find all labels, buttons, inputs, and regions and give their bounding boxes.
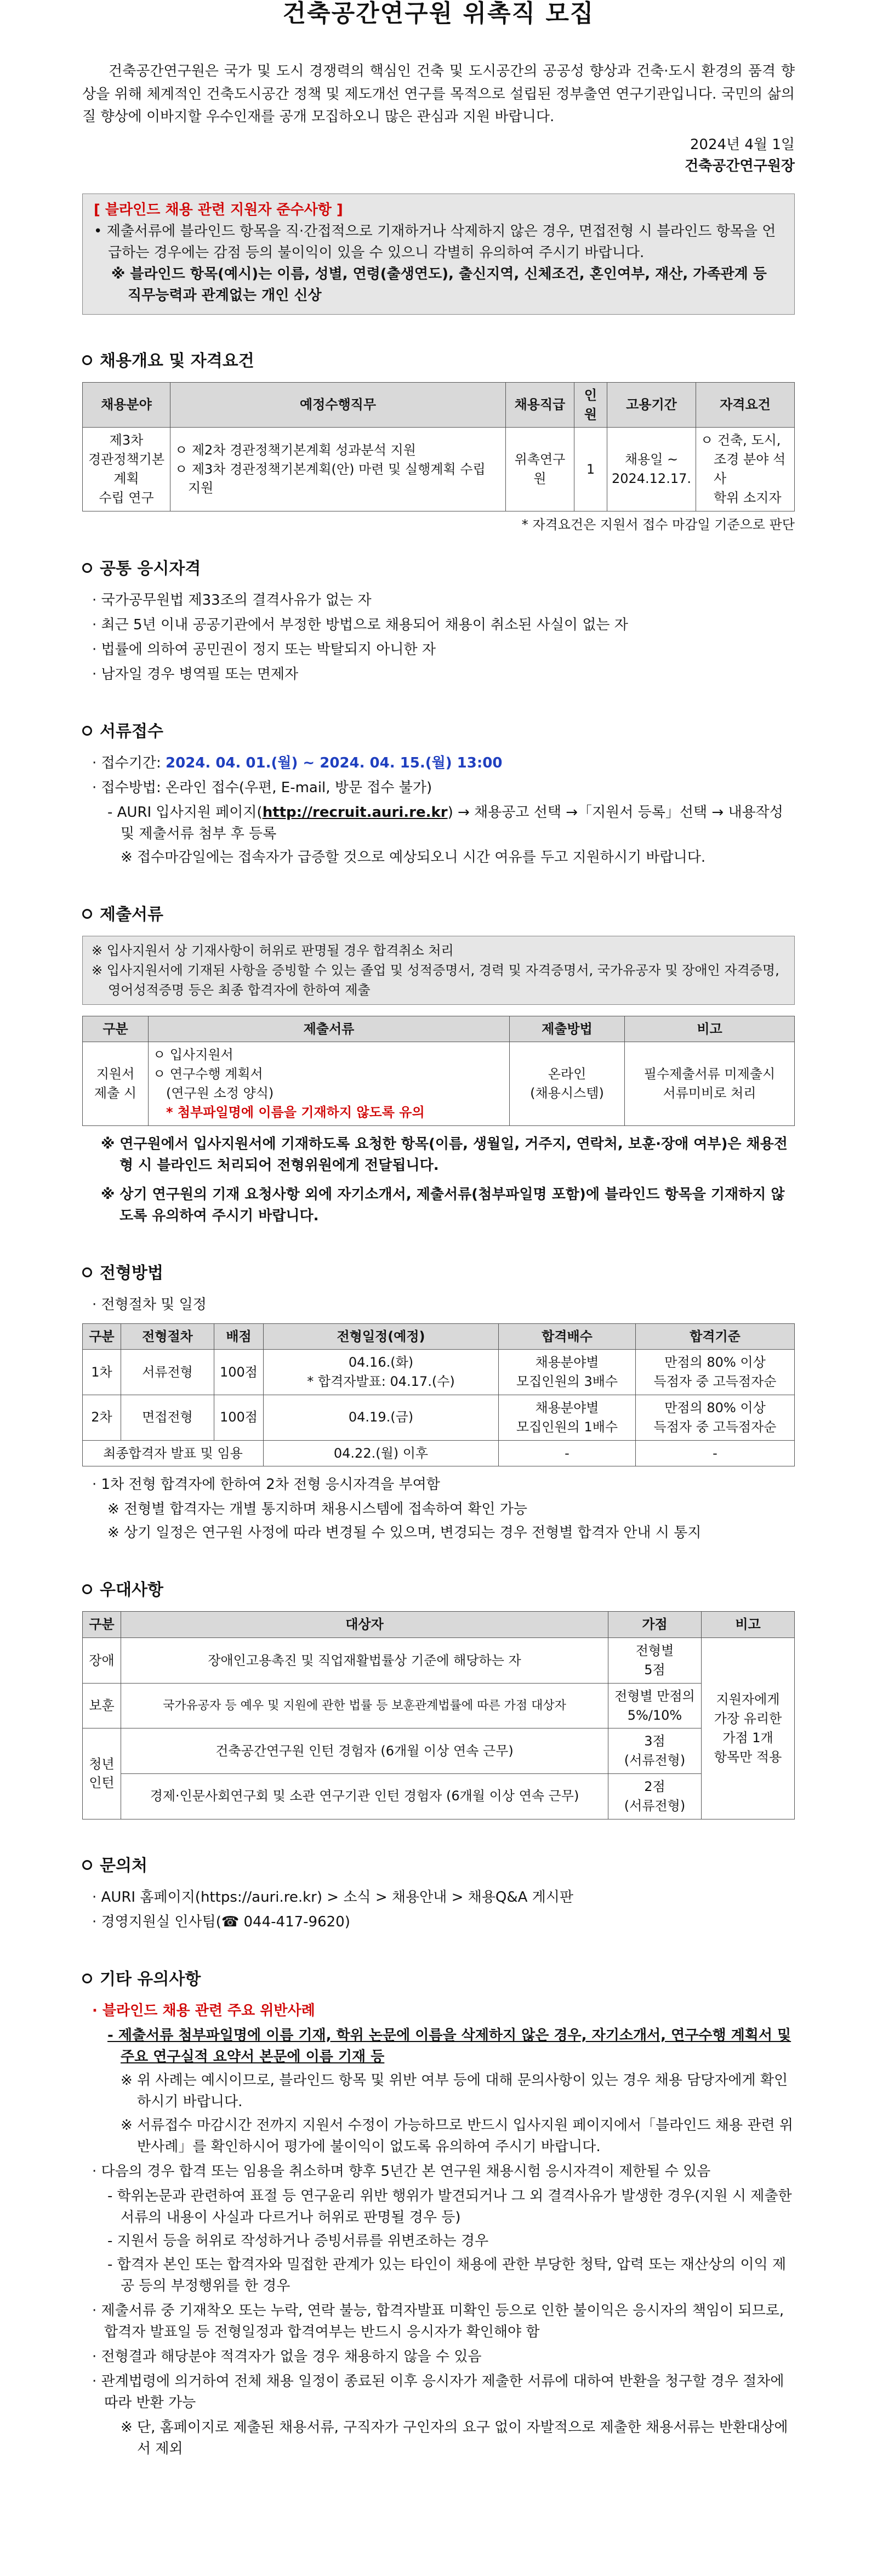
table-row: 2차 면접전형 100점 04.19.(금) 채용분야별 모집인원의 1배수 만점의 80% 이상 득점자 중 고득점자순 <box>83 1395 795 1440</box>
process-sub: · 전형절차 및 일정 <box>92 1296 207 1313</box>
table-header: 구분 <box>83 1016 149 1042</box>
etc-items <box>82 2161 795 2460</box>
receipt-period: · 접수기간: 2024. 04. 01.(월) ~ 2024. 04. 15.(월) 13:00 <box>92 754 503 771</box>
list-item: - 학위논문과 관련하여 표절 등 연구윤리 위반 행위가 발견되거나 그 외 결격사유가 발생한 경우(지원 시 제출한 서류의 내용이 사실과 다르거나 허위로 판명될 경우 등) <box>107 2187 792 2226</box>
blind-notice-title: [ 블라인드 채용 관련 지원자 준수사항 ] <box>94 201 343 218</box>
contact-homepage[interactable]: · AURI 홈페이지(https://auri.re.kr) > 소식 > 채용안내 > 채용Q&A 게시판 <box>92 1889 574 1906</box>
receipt-steps: - AURI 입사지원 페이지(http://recruit.auri.re.kr) → 채용공고 선택 →「지원서 등록」선택 → 내용작성 및 제출서류 첨부 후 등록 <box>107 804 783 842</box>
section-contact: 문의처 <box>82 1853 795 1878</box>
table-row: 경제·인문사회연구회 및 소관 연구기관 인턴 경험자 (6개월 이상 연속 근무) 2점 (서류전형) <box>83 1773 795 1819</box>
table-header: 가점 <box>608 1612 702 1638</box>
table-header: 제출서류 <box>149 1016 510 1042</box>
recruit-link[interactable]: http://recruit.auri.re.kr <box>262 804 448 821</box>
documents-table <box>82 1016 795 1126</box>
table-header: 인원 <box>574 382 607 428</box>
list-item: ※ 단, 홈페이지로 제출된 채용서류, 구직자가 구인자의 요구 없이 자발적으로 제출한 채용서류는 반환대상에서 제외 <box>121 2419 788 2457</box>
table-row: 청년 인턴 건축공간연구원 인턴 경험자 (6개월 이상 연속 근무) 3점 (서류전형) <box>83 1728 795 1774</box>
table-header: 채용분야 <box>83 382 170 428</box>
documents-notice-box <box>82 936 795 1005</box>
issuer: 건축공간연구원장 <box>685 157 795 174</box>
blind-notice-box <box>82 194 795 315</box>
table-header: 대상자 <box>121 1612 608 1638</box>
documents-method: 온라인 (채용시스템) <box>510 1042 625 1125</box>
rank-cell: 위촉연구원 <box>505 428 574 511</box>
section-bullet-icon <box>82 563 92 573</box>
section-bullet-icon <box>82 1584 92 1594</box>
documents-notice-line: ※ 입사지원서 상 기재사항이 허위로 판명될 경우 합격취소 처리 <box>92 942 454 958</box>
table-header: 고용기간 <box>607 382 696 428</box>
documents-warning: ※ 연구원에서 입사지원서에 기재하도록 요청한 항목(이름, 생월일, 거주지, 연락처, 보훈·장애 여부)은 채용전형 시 블라인드 처리되어 전형위원에게 전달됩니다. <box>101 1135 788 1174</box>
section-bullet-icon <box>82 1974 92 1983</box>
list-item: · 법률에 의하여 공민권이 정지 또는 박탈되지 아니한 자 <box>92 641 436 658</box>
table-header: 구분 <box>83 1612 121 1638</box>
section-documents: 제출서류 <box>82 902 795 927</box>
documents-items: ㅇ 입사지원서 ㅇ 연구수행 계획서 (연구원 소정 양식) * 첨부파일명에 이름을 기재하지 않도록 유의 <box>149 1042 510 1125</box>
section-common: 공통 응시자격 <box>82 556 795 581</box>
notice-date: 2024년 4월 1일 <box>690 136 795 153</box>
list-item: - 합격자 본인 또는 합격자와 밀접한 관계가 있는 타인이 채용에 관한 부당한 청탁, 압력 또는 재산상의 이익 제공 등의 부정행위를 한 경우 <box>107 2256 787 2294</box>
section-process: 전형방법 <box>82 1261 795 1286</box>
page-title: 건축공간연구원 위촉직 모집 <box>282 0 595 27</box>
table-row: 장애 장애인고용촉진 및 직업재활법률상 기준에 해당하는 자 전형별 5점 지원자에게 가장 유리한 가점 1개 항목만 적용 <box>83 1638 795 1684</box>
list-item: · 최근 5년 이내 공공기관에서 부정한 방법으로 채용되어 채용이 취소된 사실이 없는 자 <box>92 616 628 633</box>
list-item: · 남자일 경우 병역필 또는 면제자 <box>92 666 299 683</box>
etc-violation-examples: - 제출서류 첨부파일명에 이름 기재, 학위 논문에 이름을 삭제하지 않은 경우, 자기소개서, 연구수행 계획서 및 주요 연구실적 요약서 본문에 이름 기재 등 <box>107 2027 791 2065</box>
table-header: 비고 <box>702 1612 795 1638</box>
list-item: · 관계법령에 의거하여 전체 채용 일정이 종료된 이후 응시자가 제출한 서류에 대하여 반환을 청구할 경우 절차에 따라 반환 가능 <box>92 2373 784 2411</box>
table-header: 비고 <box>625 1016 795 1042</box>
process-note: ※ 전형별 합격자는 개별 통지하며 채용시스템에 접속하여 확인 가능 <box>107 1501 528 1518</box>
process-note: ※ 상기 일정은 연구원 사정에 따라 변경될 수 있으며, 변경되는 경우 전형별 합격자 안내 시 통지 <box>107 1525 702 1542</box>
period-cell: 채용일 ~ 2024.12.17. <box>607 428 696 511</box>
receipt-method: · 접수방법: 온라인 접수(우편, E-mail, 방문 접수 불가) <box>92 779 432 796</box>
count-cell: 1 <box>574 428 607 511</box>
duties-cell: ㅇ 제2차 경관정책기본계획 성과분석 지원 ㅇ 제3차 경관정책기본계획(안) 마련 및 실행계획 수립 지원 <box>170 428 506 511</box>
preference-table <box>82 1611 795 1819</box>
table-header: 배점 <box>214 1323 264 1350</box>
section-bullet-icon <box>82 1860 92 1870</box>
documents-remark: 필수제출서류 미제출시 서류미비로 처리 <box>625 1042 795 1125</box>
table-header: 합격배수 <box>499 1323 636 1350</box>
table-header: 합격기준 <box>636 1323 795 1350</box>
list-item: · 제출서류 중 기재착오 또는 누락, 연락 불능, 합격자발표 미확인 등으로 인한 불이익은 응시자의 책임이 되므로, 합격자 발표일 등 전형일정과 합격여부는 반드시 응시자가 확인해야 함 <box>92 2302 784 2340</box>
field-cell: 제3차 경관정책기본계획 수립 연구 <box>83 428 170 511</box>
list-item: - 지원서 등을 허위로 작성하거나 증빙서류를 위변조하는 경우 <box>107 2232 489 2249</box>
etc-note: ※ 서류접수 마감시간 전까지 지원서 수정이 가능하므로 반드시 입사지원 페이지에서「블라인드 채용 관련 위반사례」를 확인하시어 평가에 불이익이 없도록 유의하여 주시기 바랍니다. <box>121 2117 793 2155</box>
table-row: 최종합격자 발표 및 임용 04.22.(월) 이후 - - <box>83 1440 795 1466</box>
table-header: 예정수행직무 <box>170 382 506 428</box>
table-header: 전형절차 <box>121 1323 214 1350</box>
section-preference: 우대사항 <box>82 1578 795 1602</box>
overview-note: * 자격요건은 지원서 접수 마감일 기준으로 판단 <box>521 516 795 532</box>
table-row: 1차 서류전형 100점 04.16.(화) * 합격자발표: 04.17.(수) 채용분야별 모집인원의 3배수 만점의 80% 이상 득점자 중 고득점자순 <box>83 1350 795 1395</box>
intro-paragraph: 건축공간연구원은 국가 및 도시 경쟁력의 핵심인 건축 및 도시공간의 공공성 향상과 건축·도시 환경의 품격 향상을 위해 체계적인 건축도시공간 정책 및 제도개선 연구를 목적으로 설립된 정부출연 연구기관입니다. 국민의 삶의 질 향상에 이바지할 우수인재를 공개 모집하오니 많은 관심과 지원 바랍니다. <box>82 63 795 126</box>
table-header: 채용직급 <box>505 382 574 428</box>
table-header: 자격요건 <box>696 382 795 428</box>
list-item: · 다음의 경우 합격 또는 임용을 취소하며 향후 5년간 본 연구원 채용시험 응시자격이 제한될 수 있음 <box>92 2163 711 2180</box>
blind-notice-note: ※ 블라인드 항목(예시)는 이름, 성별, 연령(출생연도), 출신지역, 신체조건, 혼인여부, 재산, 가족관계 등 직무능력과 관계없는 개인 신상 <box>111 265 767 304</box>
preference-remark: 지원자에게 가장 유리한 가점 1개 항목만 적용 <box>702 1638 795 1819</box>
section-bullet-icon <box>82 1267 92 1277</box>
documents-notice-line: ※ 입사지원서에 기재된 사항을 증빙할 수 있는 졸업 및 성적증명서, 경력 및 자격증명서, 국가유공자 및 장애인 자격증명, 영어성적증명 등은 최종 합격자에 한하여 제출 <box>92 962 779 998</box>
process-note: · 1차 전형 합격자에 한하여 2차 전형 응시자격을 부여함 <box>92 1476 440 1493</box>
process-table <box>82 1323 795 1467</box>
table-header: 제출방법 <box>510 1016 625 1042</box>
list-item: · 국가공무원법 제33조의 결격사유가 없는 자 <box>92 592 372 609</box>
qual-cell: ㅇ 건축, 도시, 조경 분야 석사 학위 소지자 <box>696 428 795 511</box>
section-bullet-icon <box>82 726 92 736</box>
list-item: · 전형결과 해당분야 적격자가 없을 경우 채용하지 않을 수 있음 <box>92 2348 482 2365</box>
receipt-note: ※ 접수마감일에는 접속자가 급증할 것으로 예상되오니 시간 여유를 두고 지원하시기 바랍니다. <box>121 849 706 866</box>
section-receipt: 서류접수 <box>82 719 795 744</box>
blind-notice-bullet: • 제출서류에 블라인드 항목을 직·간접적으로 기재하거나 삭제하지 않은 경우, 면접전형 시 블라인드 항목을 언급하는 경우에는 감점 등의 불이익이 있을 수 있으니 각별히 유의하여 주시기 바랍니다. <box>94 223 776 261</box>
overview-table <box>82 382 795 511</box>
section-overview: 채용개요 및 자격요건 <box>82 349 795 373</box>
contact-phone: · 경영지원실 인사팀(☎ 044-417-9620) <box>92 1913 350 1930</box>
section-bullet-icon <box>82 909 92 919</box>
documents-warning: ※ 상기 연구원의 기재 요청사항 외에 자기소개서, 제출서류(첨부파일명 포함)에 블라인드 항목을 기재하지 않도록 유의하여 주시기 바랍니다. <box>101 1186 785 1224</box>
table-header: 전형일정(예정) <box>264 1323 499 1350</box>
section-bullet-icon <box>82 355 92 365</box>
table-row: 보훈 국가유공자 등 예우 및 지원에 관한 법률 등 보훈관계법률에 따른 가점 대상자 전형별 만점의 5%/10% <box>83 1683 795 1728</box>
etc-violation-title: · 블라인드 채용 관련 주요 위반사례 <box>92 2002 315 2019</box>
etc-note: ※ 위 사례는 예시이므로, 블라인드 항목 및 위반 여부 등에 대해 문의사항이 있는 경우 채용 담당자에게 확인하시기 바랍니다. <box>121 2072 788 2110</box>
documents-row-label: 지원서 제출 시 <box>83 1042 149 1125</box>
table-header: 구분 <box>83 1323 121 1350</box>
section-etc: 기타 유의사항 <box>82 1967 795 1992</box>
